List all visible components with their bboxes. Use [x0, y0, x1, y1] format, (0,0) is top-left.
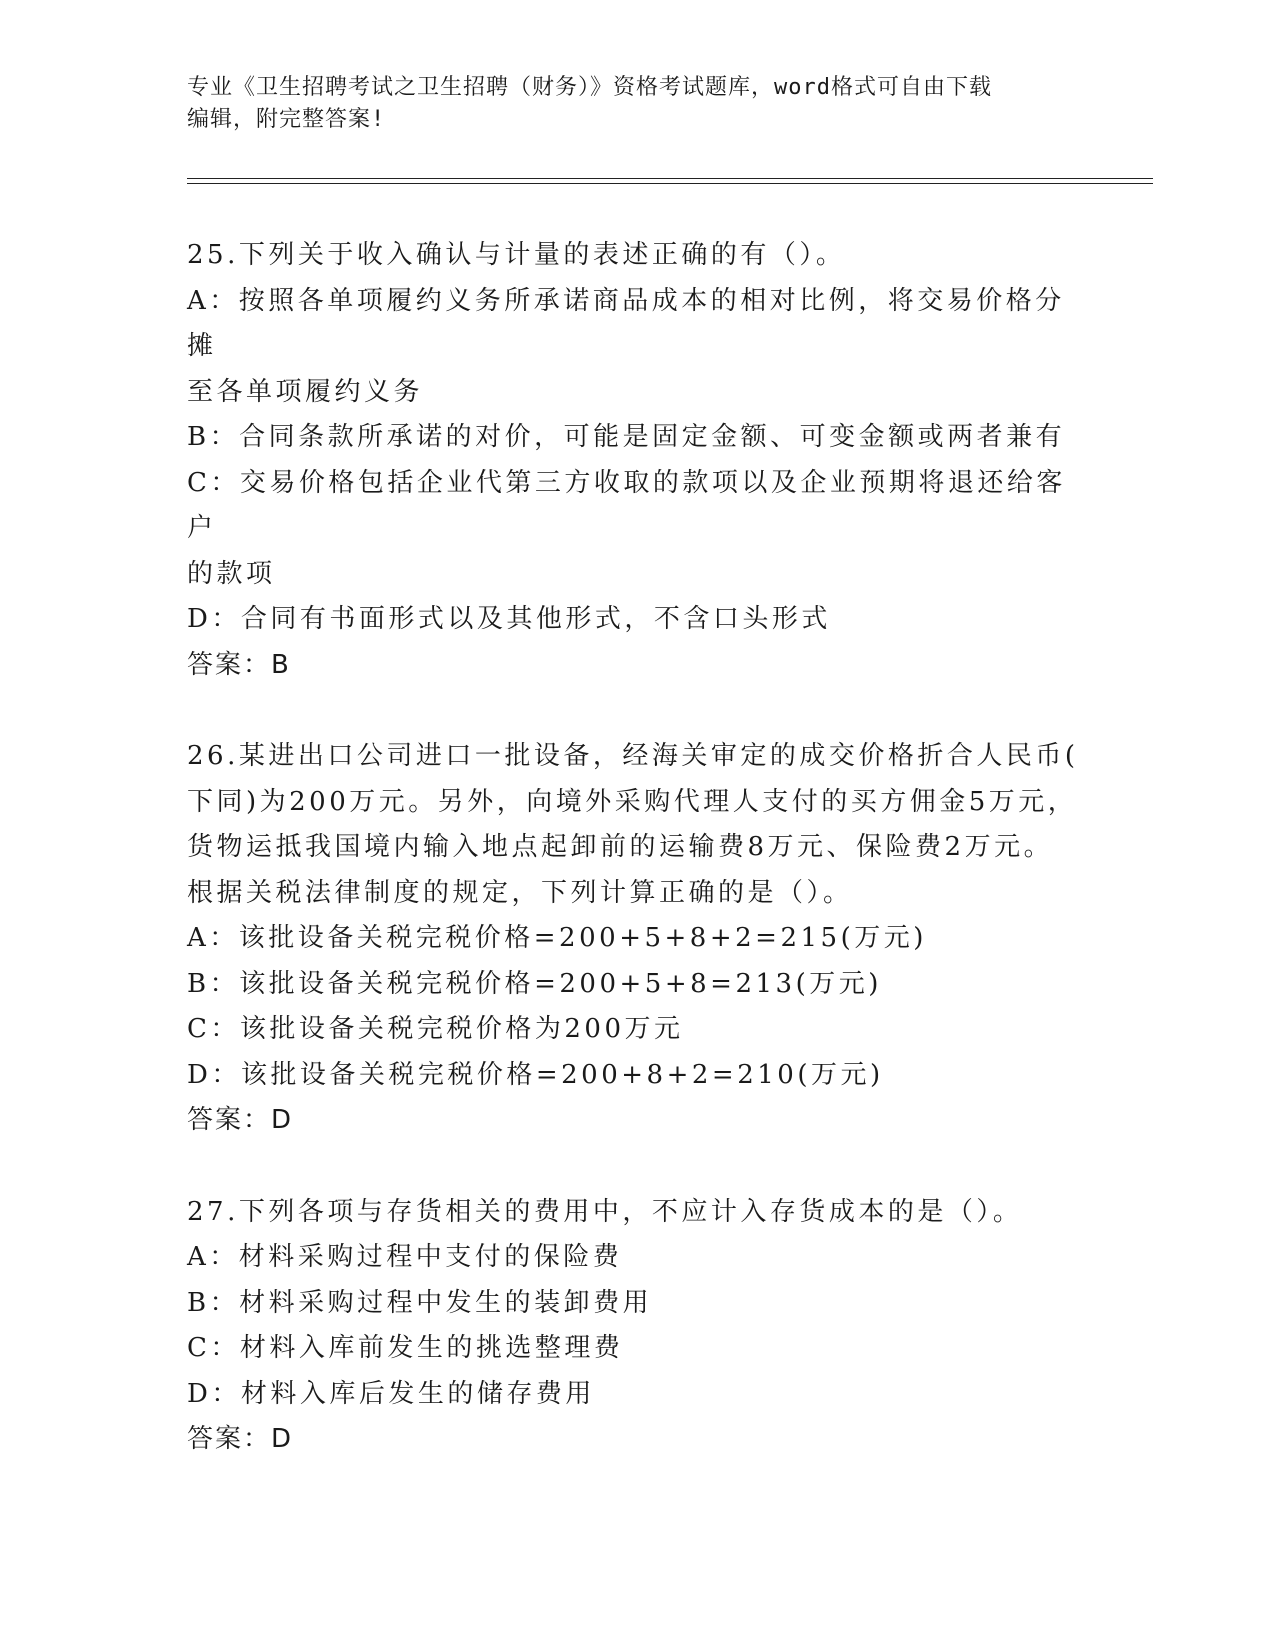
question-25	[187, 233, 1087, 688]
question-stem: 25.下列关于收入确认与计量的表述正确的有（）。	[187, 240, 846, 270]
answer: 答案：B	[187, 649, 291, 680]
option-b: B：合同条款所承诺的对价，可能是固定金额、可变金额或两者兼有	[187, 422, 1066, 452]
question-stem-continued: 货物运抵我国境内输入地点起卸前的运输费8万元、保险费2万元。	[187, 832, 1054, 862]
question-stem: 26.某进出口公司进口一批设备，经海关审定的成交价格折合人民币(	[187, 741, 1079, 771]
option-c-continued: 的款项	[187, 558, 276, 589]
option-d: D：材料入库后发生的储存费用	[187, 1378, 595, 1409]
option-a: A：材料采购过程中支付的保险费	[187, 1242, 623, 1272]
option-b: B：材料采购过程中发生的装卸费用	[187, 1287, 653, 1318]
header-divider-bottom	[187, 183, 1153, 184]
option-c: C：材料入库前发生的挑选整理费	[187, 1333, 624, 1363]
document-header	[187, 72, 1087, 136]
header-line-2: 编辑，附完整答案!	[187, 107, 386, 132]
question-27	[187, 1190, 1087, 1463]
question-stem: 27.下列各项与存货相关的费用中，不应计入存货成本的是（）。	[187, 1196, 1023, 1227]
option-d: D：合同有书面形式以及其他形式，不含口头形式	[187, 604, 831, 634]
answer: 答案：D	[187, 1105, 294, 1135]
option-d: D：该批设备关税完税价格=200+8+2=210(万元)	[187, 1059, 884, 1090]
header-line-1: 专业《卫生招聘考试之卫生招聘（财务）》资格考试题库，word格式可自由下载	[187, 75, 992, 100]
header-divider-top	[187, 178, 1153, 179]
question-26	[187, 734, 1087, 1144]
option-c: C：该批设备关税完税价格为200万元	[187, 1014, 684, 1044]
option-b: B：该批设备关税完税价格=200+5+8=213(万元)	[187, 968, 882, 999]
option-a-continued: 至各单项履约义务	[187, 376, 424, 407]
option-a: A：按照各单项履约义务所承诺商品成本的相对比例，将交易价格分摊	[187, 285, 1065, 361]
option-a: A：该批设备关税完税价格=200+5+8+2=215(万元)	[187, 923, 927, 953]
answer: 答案：D	[187, 1424, 294, 1454]
question-stem-continued: 下同)为200万元。另外，向境外采购代理人支付的买方佣金5万元，	[187, 786, 1078, 817]
option-c: C：交易价格包括企业代第三方收取的款项以及企业预期将退还给客户	[187, 467, 1066, 543]
question-stem-continued: 根据关税法律制度的规定，下列计算正确的是（）。	[187, 877, 853, 908]
question-list	[187, 233, 1087, 1509]
